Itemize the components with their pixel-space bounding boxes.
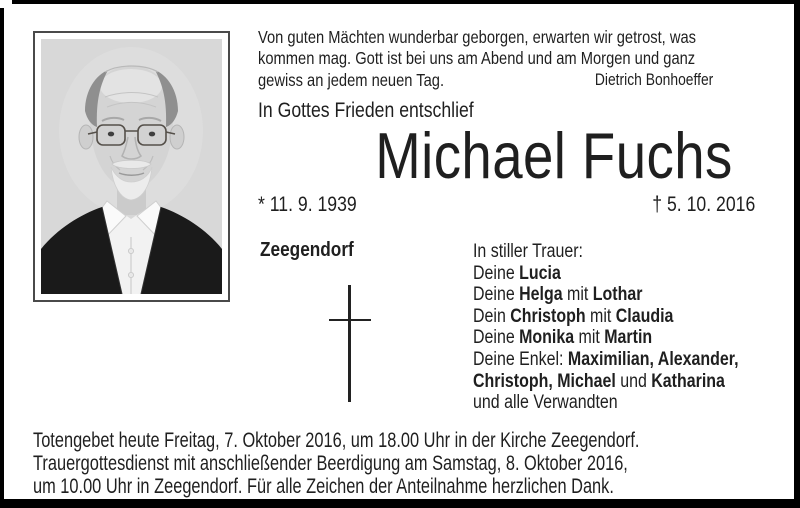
border-top: [12, 0, 800, 4]
portrait-photo: [33, 31, 230, 302]
quote-line: gewiss an jedem neuen Tag.: [258, 69, 445, 90]
funeral-info: [33, 429, 639, 499]
mourner-line: Dein Christoph mit Claudia: [473, 305, 674, 327]
mourners-block: [473, 241, 739, 414]
quote-line: kommen mag. Gott ist bei uns am Abend und am Morgen und ganz: [258, 48, 696, 69]
birth-date: * 11. 9. 1939: [258, 193, 357, 216]
place-name: Zeegendorf: [260, 238, 354, 261]
funeral-info-line: um 10.00 Uhr in Zeegendorf. Für alle Zeichen der Anteilnahme herzlichen Dank.: [33, 475, 614, 499]
mourner-line: Deine Lucia: [473, 262, 561, 284]
mourners-header: In stiller Trauer:: [473, 241, 583, 262]
quote-last-line: [258, 70, 725, 91]
cross-icon: [348, 285, 351, 402]
grandchildren-line: Christoph, Michael und Katharina: [473, 370, 725, 392]
portrait-illustration: [41, 39, 222, 294]
quote-attribution: Dietrich Bonhoeffer: [594, 70, 714, 89]
cross-icon: [329, 319, 371, 322]
dates-row: [258, 193, 755, 217]
mourners-closing: und alle Verwandten: [473, 392, 618, 414]
funeral-info-line: Trauergottesdienst mit anschließender Beerdigung am Samstag, 8. Oktober 2016,: [33, 452, 628, 476]
death-date: † 5. 10. 2016: [652, 193, 756, 216]
opening-quote: [258, 27, 725, 91]
grandchildren-line: Deine Enkel: Maximilian, Alexander,: [473, 348, 739, 370]
deceased-name: Michael Fuchs: [375, 119, 733, 192]
quote-line: Von guten Mächten wunderbar geborgen, erwarten wir getrost, was: [258, 27, 696, 47]
border-bottom: [0, 499, 800, 508]
border-right: [794, 0, 800, 508]
funeral-info-line: Totengebet heute Freitag, 7. Oktober 2016, um 18.00 Uhr in der Kirche Zeegendorf.: [33, 429, 640, 452]
mourner-line: Deine Helga mit Lothar: [473, 284, 643, 306]
intro-line: In Gottes Frieden entschlief: [258, 99, 474, 122]
border-left: [0, 8, 4, 508]
mourner-line: Deine Monika mit Martin: [473, 327, 653, 349]
